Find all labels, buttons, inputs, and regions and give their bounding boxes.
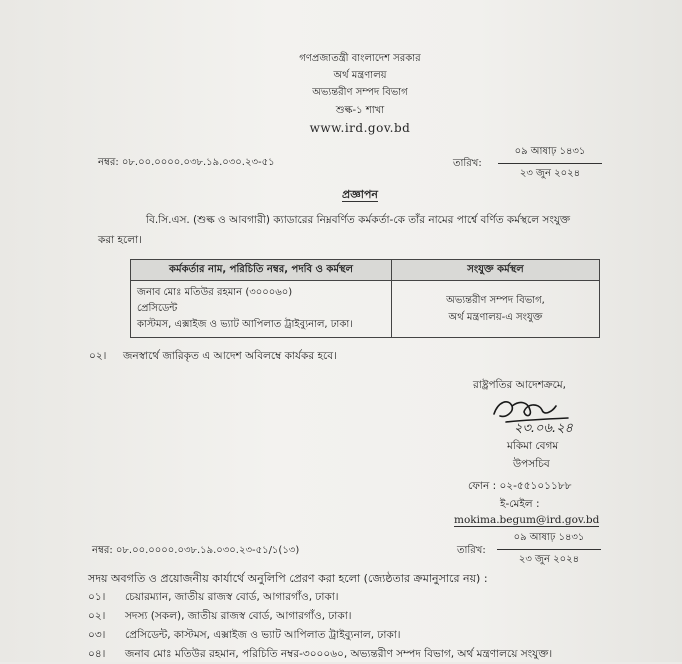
signatory-name: মকিমা বেগম	[507, 440, 559, 452]
attached-cell	[392, 281, 600, 338]
branch-name: শুল্ক-১ শাখা	[335, 105, 385, 116]
signatory-designation: উপসচিব	[513, 458, 550, 470]
officer-workplace: কাস্টমস, এক্সাইজ ও ভ্যাট আপিলাত ট্রাইব্যুনাল, ঢাকা।	[137, 319, 353, 330]
ministry-name: অর্থ মন্ত্রণালয়	[333, 70, 387, 81]
intro-line-2: করা হলো।	[98, 234, 142, 246]
list-item-number: ০৩।	[88, 629, 106, 641]
copy-memo-number-line	[92, 543, 299, 560]
memo-number-label: নম্বর:	[98, 157, 119, 168]
memo-number: ০৮.০০.০০০০.০৩৮.১৯.০৩০.২৩-৫১	[121, 157, 275, 168]
memo-number-line	[98, 155, 275, 172]
email-label: ই-মেইল :	[500, 498, 540, 510]
intro-line-1: বি.সি.এস. (শুল্ক ও আবগারী) ক্যাডারের নিম্নবর্ণিত কর্মকর্তা-কে তাঁর নামের পার্শ্বে বর্ণিত কর্মস্থলে সংযুক্ত	[146, 214, 571, 226]
signatory-email[interactable]: mokima.begum@ird.gov.bd	[454, 514, 600, 526]
memo-date-bangla: ০৯ আষাঢ় ১৪৩১	[514, 146, 586, 157]
officer-name: জনাব মোঃ মতিউর রহমান (৩০০০৬০)	[137, 287, 293, 298]
memo-date-gregorian: ২৩ জুন ২০২৪	[519, 168, 581, 179]
copy-date-gregorian: ২৩ জুন ২০২৪	[518, 554, 580, 565]
copy-date-block	[497, 530, 601, 569]
para2-text: জনস্বার্থে জারিকৃত এ আদেশ অবিলম্বে কার্যকর হবে।	[123, 350, 337, 362]
table-header-row	[131, 260, 600, 281]
notification-title: প্রজ্ঞাপন	[342, 188, 378, 201]
attached-division: অভ্যন্তরীণ সম্পদ বিভাগ,	[446, 295, 545, 306]
list-item: প্রেসিডেন্ট, কাস্টমস, এক্সাইজ ও ভ্যাট আপিলাত ট্রাইব্যুনাল, ঢাকা।	[125, 629, 401, 641]
order-line: রাষ্ট্রপতির আদেশক্রমে,	[473, 379, 566, 391]
list-item-number: ০১।	[88, 591, 106, 603]
govt-name: গণপ্রজাতন্ত্রী বাংলাদেশ সরকার	[299, 53, 421, 64]
copy-date-bangla: ০৯ আষাঢ় ১৪৩১	[513, 532, 585, 543]
para2-number: ০২।	[89, 350, 107, 362]
list-item: জনাব মোঃ মতিউর রহমান, পরিচিতি নম্বর-৩০০০৬০, অভ্যন্তরীণ সম্পদ বিভাগ, অর্থ মন্ত্রণালয়ে সংযুক্ত।	[125, 648, 553, 660]
list-item: চেয়ারম্যান, জাতীয় রাজস্ব বোর্ড, আগারগাঁও, ঢাকা।	[125, 591, 339, 603]
officer-cell	[131, 281, 392, 338]
table-header-officer: কর্মকর্তার নাম, পরিচিতি নম্বর, পদবি ও কর্মস্থল	[131, 260, 392, 281]
attached-ministry: অর্থ মন্ত্রণালয়-এ সংযুক্ত	[448, 312, 543, 323]
table-header-attached: সংযুক্ত কর্মস্থল	[392, 260, 600, 281]
table-row	[131, 281, 600, 338]
copy-memo-number: ০৮.০০.০০০০.০৩৮.১৯.০৩০.২৩-৫১/১(১৩)	[115, 545, 300, 556]
handwritten-date: ২৩.০৬.২৪	[514, 421, 573, 436]
officer-designation: প্রেসিডেন্ট	[137, 303, 178, 314]
memo-date-block	[498, 144, 602, 183]
signatory-phone: ফোন : ০২-৫৫১০১১৮৮	[468, 480, 572, 492]
copy-date-divider	[497, 549, 601, 550]
copy-memo-number-label: নম্বর:	[92, 545, 113, 556]
website-link[interactable]: www.ird.gov.bd	[309, 121, 411, 135]
list-item: সদস্য (সকল), জাতীয় রাজস্ব বোর্ড, আগারগাঁও, ঢাকা।	[125, 610, 352, 622]
division-name: অভ্যন্তরীণ সম্পদ বিভাগ	[312, 87, 408, 98]
list-item-number: ০২।	[88, 610, 106, 622]
copy-date-label: তারিখ:	[457, 545, 486, 556]
posting-table	[130, 259, 600, 338]
copy-intro: সদয় অবগতি ও প্রয়োজনীয় কার্যার্থে অনুলিপি প্রেরণ করা হলো (জ্যেষ্ঠতার ক্রমানুসারে নয়) :	[88, 572, 488, 585]
memo-date-label: তারিখ:	[453, 158, 482, 169]
date-divider	[498, 163, 602, 164]
list-item-number: ০৪।	[88, 648, 106, 660]
